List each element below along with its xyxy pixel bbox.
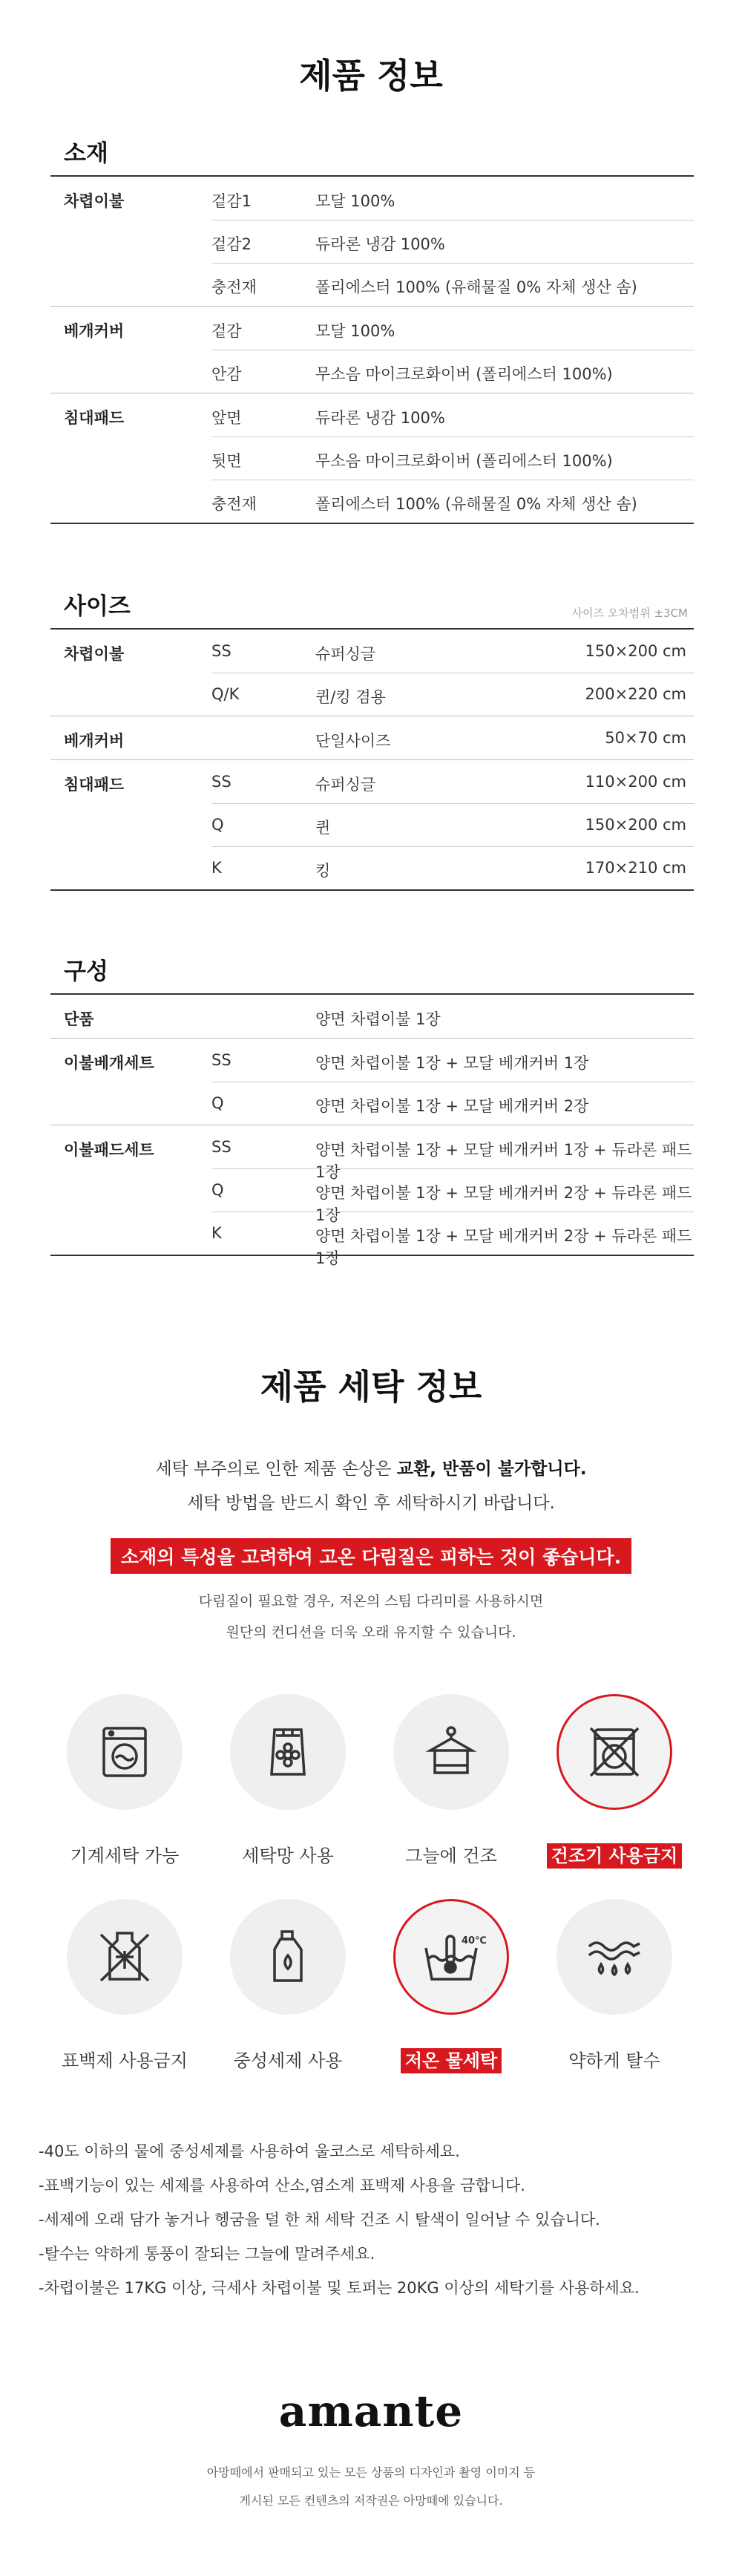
- composition-code: Q: [211, 1094, 224, 1112]
- group-name: 침대패드: [64, 776, 125, 794]
- care-label: 저온 물세탁: [401, 2048, 502, 2073]
- material-row: [50, 480, 694, 523]
- size-row: [50, 673, 694, 716]
- care-label: 건조기 사용금지: [547, 1843, 683, 1869]
- composition-desc: 양면 차렵이불 1장 + 모달 베개커버 1장: [315, 1054, 589, 1072]
- composition-code: Q: [211, 1181, 224, 1199]
- part-name: 안감: [211, 365, 242, 383]
- care-item-neutral-detergent: [206, 1899, 370, 2072]
- size-dimension: 150×200 cm: [585, 642, 686, 660]
- part-name: 앞면: [211, 409, 242, 427]
- wash-notice-emphasis: 교환, 반품이 불가합니다.: [396, 1459, 587, 1479]
- part-value: 무소음 마이크로화이버 (폴리에스터 100%): [315, 452, 613, 470]
- brand-logo: amante: [278, 2386, 464, 2436]
- group-name: 단품: [64, 1010, 94, 1028]
- wash-notice-text: 세탁 부주의로 인한 제품 손상은: [155, 1459, 397, 1479]
- care-item-no-dryer: [533, 1694, 696, 1867]
- care-label: 약하게 탈수: [568, 2050, 660, 2071]
- size-desc: 퀸: [315, 819, 331, 837]
- material-row: [50, 177, 694, 220]
- care-label: 중성세제 사용: [233, 2050, 343, 2071]
- material-group: [50, 307, 694, 393]
- composition-code: SS: [211, 1051, 232, 1069]
- size-code: SS: [211, 773, 232, 791]
- size-dimension: 110×200 cm: [585, 773, 686, 791]
- care-note: -세제에 오래 담가 놓거나 헹굼을 덜 한 채 세탁 건조 시 탈색이 일어날 수 있습니다.: [39, 2211, 600, 2229]
- composition-group: [50, 1039, 694, 1125]
- part-name: 뒷면: [211, 452, 242, 470]
- low-temp-wash-icon: [393, 1899, 509, 2015]
- wash-notice-line1: [0, 1455, 742, 1480]
- group-name: 이불패드세트: [64, 1141, 154, 1159]
- care-label: 그늘에 건조: [405, 1846, 497, 1866]
- size-group: [50, 716, 694, 760]
- size-dimension: 50×70 cm: [605, 729, 686, 747]
- care-label: 기계세탁 가능: [70, 1846, 180, 1866]
- composition-desc: 양면 차렵이불 1장 + 모달 베개커버 1장 + 듀라론 패드 1장: [315, 1141, 692, 1181]
- size-desc: 슈퍼싱글: [315, 645, 376, 663]
- composition-desc: 양면 차렵이불 1장 + 모달 베개커버 2장: [315, 1097, 589, 1115]
- material-row: [50, 350, 694, 393]
- size-row: [50, 630, 694, 673]
- size-group: [50, 760, 694, 891]
- material-header: [50, 132, 694, 177]
- composition-row: [50, 1125, 694, 1181]
- laundry-net-icon: [230, 1694, 346, 1810]
- no-dryer-icon: [556, 1694, 672, 1810]
- care-item-low-temp-wash: [370, 1899, 533, 2072]
- neutral-detergent-icon: [230, 1899, 346, 2015]
- size-desc: 퀸/킹 겸용: [315, 688, 386, 706]
- part-value: 모달 100%: [315, 192, 395, 210]
- copyright-line2: 게시된 모든 컨텐츠의 저작권은 아망떼에 있습니다.: [239, 2494, 503, 2508]
- wash-title: 제품 세탁 정보: [260, 1367, 482, 1407]
- temperature-label: 40℃: [462, 1935, 487, 1946]
- size-desc: 슈퍼싱글: [315, 776, 376, 794]
- size-desc: 단일사이즈: [315, 732, 391, 750]
- size-code: K: [211, 859, 222, 877]
- size-group: [50, 630, 694, 716]
- composition-code: K: [211, 1224, 222, 1242]
- part-value: 듀라론 냉감 100%: [315, 235, 445, 253]
- care-note: -40도 이하의 물에 중성세제를 사용하여 울코스로 세탁하세요.: [39, 2142, 460, 2160]
- group-name: 침대패드: [64, 409, 125, 427]
- size-row: [50, 760, 694, 803]
- group-name: 차렵이불: [64, 645, 125, 663]
- shade-dry-icon: [393, 1694, 509, 1810]
- composition-desc: 양면 차렵이불 1장: [315, 1010, 441, 1028]
- size-code: Q/K: [211, 685, 240, 703]
- composition-header: [50, 950, 694, 995]
- warning-banner: [0, 1538, 742, 1574]
- group-name: 베개커버: [64, 322, 125, 340]
- material-section: [50, 132, 694, 524]
- composition-section: [50, 950, 694, 1267]
- part-name: 충전재: [211, 278, 257, 296]
- composition-group: [50, 995, 694, 1039]
- washing-machine-icon: [67, 1694, 183, 1810]
- size-heading: 사이즈: [64, 593, 131, 620]
- part-value: 폴리에스터 100% (유해물질 0% 자체 생산 솜): [315, 495, 637, 513]
- composition-code: SS: [211, 1138, 232, 1156]
- size-code: SS: [211, 642, 232, 660]
- size-header: [50, 585, 694, 630]
- group-name: 이불베개세트: [64, 1054, 154, 1072]
- size-row: [50, 803, 694, 846]
- size-row: [50, 716, 694, 759]
- group-name: 베개커버: [64, 732, 125, 750]
- care-label-highlight: [533, 1841, 696, 1867]
- size-dimension: 200×220 cm: [585, 685, 686, 703]
- care-label-highlight: [370, 2046, 533, 2072]
- size-row: [50, 846, 694, 889]
- material-row: [50, 307, 694, 350]
- part-name: 겉감1: [211, 192, 252, 210]
- composition-desc: 양면 차렵이불 1장 + 모달 베개커버 2장 + 듀라론 패드 1장: [315, 1227, 692, 1267]
- composition-group: [50, 1125, 694, 1267]
- group-name: 차렵이불: [64, 192, 125, 210]
- page-title: 제품 정보: [299, 56, 443, 96]
- size-code: Q: [211, 816, 224, 834]
- care-note: -차렵이불은 17KG 이상, 극세사 차렵이불 및 토퍼는 20KG 이상의 세탁기를 사용하세요.: [39, 2279, 640, 2297]
- wash-notice-line2: 세탁 방법을 반드시 확인 후 세탁하시기 바랍니다.: [187, 1494, 555, 1513]
- care-note: -표백기능이 있는 세제를 사용하여 산소,염소계 표백제 사용을 금합니다.: [39, 2177, 525, 2194]
- material-group: [50, 177, 694, 307]
- composition-row: [50, 1212, 694, 1267]
- care-label: 세탁망 사용: [242, 1846, 334, 1866]
- material-row: [50, 263, 694, 306]
- part-value: 모달 100%: [315, 322, 395, 340]
- care-item-machine-wash: [43, 1694, 206, 1867]
- no-bleach-icon: [67, 1899, 183, 2015]
- care-note: -탈수는 약하게 통풍이 잘되는 그늘에 말려주세요.: [39, 2245, 375, 2263]
- material-row: [50, 393, 694, 437]
- composition-heading: 구성: [64, 958, 108, 985]
- material-heading: 소재: [64, 140, 108, 167]
- care-item-shade-dry: [370, 1694, 533, 1867]
- copyright-line1: 아망떼에서 판매되고 있는 모든 상품의 디자인과 촬영 이미지 등: [206, 2465, 536, 2479]
- gentle-spin-icon: [556, 1899, 672, 2015]
- material-row: [50, 220, 694, 263]
- ironing-tip-line1: 다림질이 필요할 경우, 저온의 스팀 다리미를 사용하시면: [198, 1593, 544, 1609]
- size-dimension: 150×200 cm: [585, 816, 686, 834]
- material-row: [50, 437, 694, 480]
- composition-row: [50, 1082, 694, 1125]
- material-group: [50, 393, 694, 524]
- composition-desc: 양면 차렵이불 1장 + 모달 베개커버 2장 + 듀라론 패드 1장: [315, 1184, 692, 1224]
- composition-row: [50, 995, 694, 1038]
- size-section: [50, 585, 694, 891]
- composition-row: [50, 1168, 694, 1224]
- part-value: 듀라론 냉감 100%: [315, 409, 445, 427]
- care-notes: [39, 2139, 721, 2310]
- size-tolerance-note: 사이즈 오차범위 ±3CM: [571, 607, 688, 620]
- care-item-no-bleach: [43, 1899, 206, 2072]
- part-name: 겉감: [211, 322, 242, 340]
- part-value: 무소음 마이크로화이버 (폴리에스터 100%): [315, 365, 613, 383]
- care-item-laundry-net: [206, 1694, 370, 1867]
- composition-row: [50, 1039, 694, 1082]
- care-label: 표백제 사용금지: [62, 2050, 188, 2071]
- size-desc: 킹: [315, 862, 331, 880]
- ironing-tip-line2: 원단의 컨디션을 더욱 오래 유지할 수 있습니다.: [226, 1624, 516, 1641]
- part-name: 충전재: [211, 495, 257, 513]
- part-value: 폴리에스터 100% (유해물질 0% 자체 생산 솜): [315, 278, 637, 296]
- part-name: 겉감2: [211, 235, 252, 253]
- care-item-gentle-spin: [533, 1899, 696, 2072]
- size-dimension: 170×210 cm: [585, 859, 686, 877]
- ironing-warning: 소재의 특성을 고려하여 고온 다림질은 피하는 것이 좋습니다.: [111, 1538, 631, 1574]
